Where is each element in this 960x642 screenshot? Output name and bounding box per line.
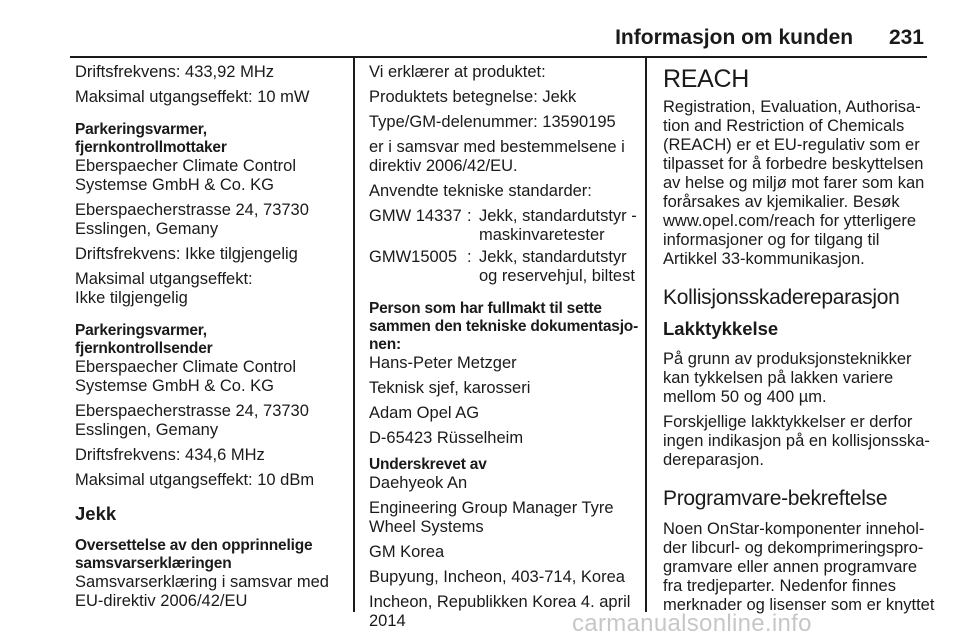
page-header <box>615 26 924 50</box>
page-title: Informasjon om kunden <box>615 26 854 49</box>
paragraph: Engineering Group Manager Tyre Wheel Systems <box>369 499 614 536</box>
standard-desc: Jekk, standardutstyr - maskinvaretester <box>479 207 637 244</box>
paragraph: Daehyeok An <box>369 474 468 492</box>
paragraph: Anvendte tekniske standarder: <box>369 182 592 200</box>
separator: : <box>467 248 472 266</box>
standard-desc: Jekk, standardutstyr og reservehjul, biltest <box>479 248 635 285</box>
paragraph: Teknisk sjef, karosseri <box>369 379 531 397</box>
paragraph: Incheon, Republikken Korea 4. april 2014 <box>369 593 631 630</box>
paragraph: Vi erklærer at produktet: <box>369 63 546 81</box>
section-heading-reach: REACH <box>663 65 750 93</box>
standards-table <box>369 207 637 286</box>
paragraph: Produktets betegnelse: Jekk <box>369 88 577 106</box>
section-heading-collision-repair: Kollisjonsskadereparasjon <box>663 286 900 309</box>
section-heading-jekk: Jekk <box>75 503 117 524</box>
paragraph: Driftsfrekvens: Ikke tilgjengelig <box>75 245 298 263</box>
paragraph: På grunn av produksjonsteknikker kan tykkelsen på lakken variere mellom 50 og 400 µm. <box>663 350 912 406</box>
column-divider-1 <box>353 58 355 612</box>
section-heading-software: Programvare-bekreftelse <box>663 487 888 510</box>
table-row <box>369 245 637 286</box>
separator: : <box>467 207 472 225</box>
section-heading-translation: Oversettelse av den opprinnelige samsvarserklæringen <box>75 537 313 572</box>
paragraph: Eberspaecherstrasse 24, 73730 Esslingen, Gemany <box>75 402 309 439</box>
column-1 <box>75 63 347 617</box>
section-heading-sender: Parkeringsvarmer, fjernkontrollsender <box>75 322 213 357</box>
paragraph-reach: Registration, Evaluation, Authorisa- tion and Restriction of Chemicals (REACH) er et EU-regulativ som er tilpasset for å forbedre beskyttelsen av helse og miljø mot farer som kan forårsakes av kjemikalier. Besøk www.opel.com/reach for ytterligere informasjoner og for tilgang til Artikkel 33-kommunikasjon. <box>663 98 925 268</box>
paragraph: GM Korea <box>369 543 445 561</box>
section-heading-authorized-person: Person som har fullmakt til sette sammen den tekniske dokumentasjo- nen: <box>369 300 639 353</box>
paragraph: Driftsfrekvens: 433,92 MHz <box>75 63 274 81</box>
paragraph: Type/GM-delenummer: 13590195 <box>369 113 616 131</box>
section-heading-signed-by: Underskrevet av <box>369 456 487 473</box>
paragraph: Driftsfrekvens: 434,6 MHz <box>75 446 265 464</box>
page-number: 231 <box>888 26 924 49</box>
standard-code: GMW 14337 <box>369 207 462 225</box>
paragraph: Eberspaecher Climate Control Systemse GmbH & Co. KG <box>75 358 297 395</box>
paragraph: Eberspaecherstrasse 24, 73730 Esslingen, Gemany <box>75 201 309 238</box>
paragraph: Forskjellige lakktykkelser er derfor ingen indikasjon på en kollisjonsska- dereparasjon. <box>663 413 930 469</box>
standard-code: GMW15005 <box>369 248 458 266</box>
table-row <box>369 207 637 245</box>
watermark: carmanualsonline.info <box>572 610 812 637</box>
paragraph: D-65423 Rüsselheim <box>369 429 524 447</box>
paragraph-software: Noen OnStar-komponenter innehol- der libcurl- og dekomprimeringspro- gramvare eller annen programvare fra tredjeparter. Nedenfor finnes merknader og lisenser som er knyttet <box>663 520 935 614</box>
column-2 <box>369 63 639 637</box>
paragraph: Maksimal utgangseffekt: Ikke tilgjengelig <box>75 270 253 307</box>
column-divider-2 <box>645 58 647 612</box>
section-heading-paint-thickness: Lakktykkelse <box>663 318 779 339</box>
paragraph: er i samsvar med bestemmelsene i direktiv 2006/42/EU. <box>369 138 625 175</box>
paragraph: Maksimal utgangseffekt: 10 mW <box>75 88 310 106</box>
column-3 <box>663 64 943 621</box>
paragraph: Maksimal utgangseffekt: 10 dBm <box>75 471 315 489</box>
paragraph: Eberspaecher Climate Control Systemse GmbH & Co. KG <box>75 157 297 194</box>
paragraph: Bupyung, Incheon, 403-714, Korea <box>369 568 625 586</box>
section-heading-receiver: Parkeringsvarmer, fjernkontrollmottaker <box>75 121 227 156</box>
header-rule <box>70 56 927 58</box>
paragraph: Samsvarserklæring i samsvar med EU-direktiv 2006/42/EU <box>75 573 329 610</box>
paragraph: Hans-Peter Metzger <box>369 354 517 372</box>
paragraph: Adam Opel AG <box>369 404 480 422</box>
